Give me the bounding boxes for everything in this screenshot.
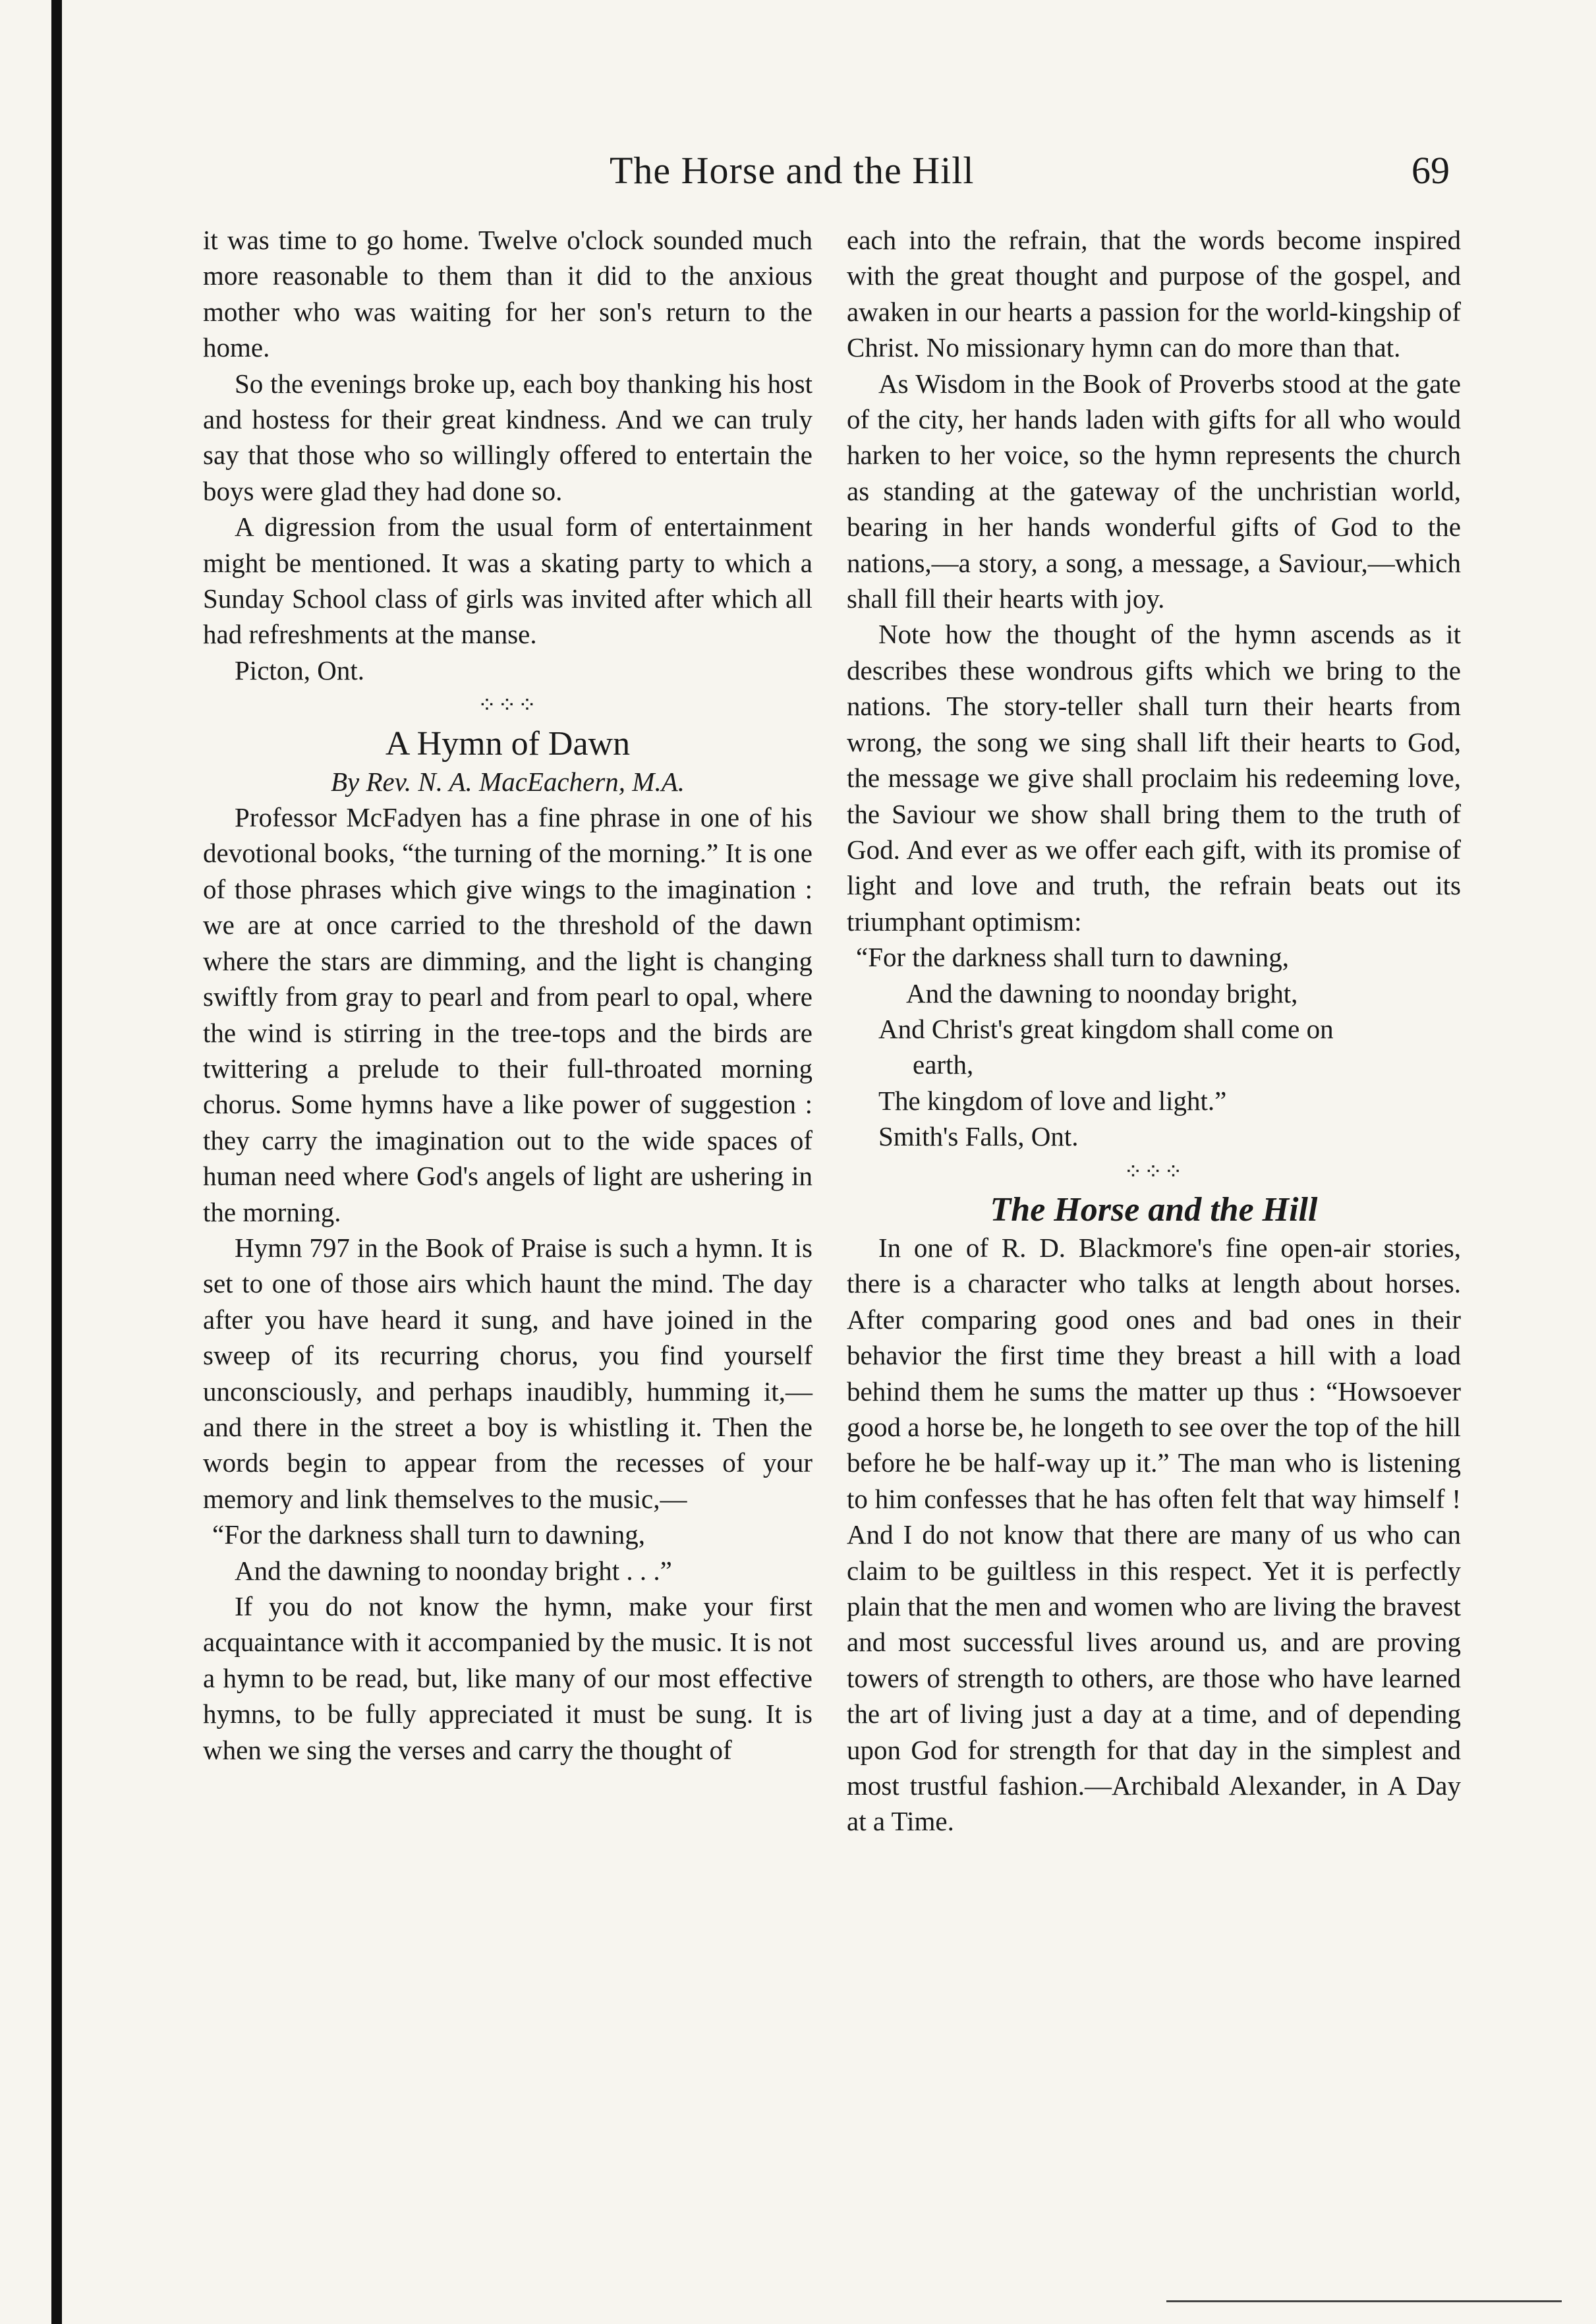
article-title-horse-and-hill: The Horse and the Hill [990, 1190, 1318, 1229]
article-paragraph: each into the refrain, that the words become inspired with the great thought and purpose of the gospel, and awaken in our hearts a passion for the world-kingship of Christ. No missionary hymn can do more than that. [847, 225, 1461, 363]
right-column [847, 222, 1461, 1840]
signoff-location: Picton, Ont. [235, 654, 365, 685]
footer-rule [1166, 2300, 1562, 2302]
article-paragraph: In one of R. D. Blackmore's fine open-air stories, there is a character who talks at length about horses. After comparing good ones and bad ones in their behavior the first time they breast a hill with a load behind them he sums the matter up thus : “Howsoever good a horse be, he longeth to see over the top of the hill before he be half-way up it.” The man who is listening to him confesses that he has often felt that way himself ! And I do not know that there are many of us who can claim to be guiltless in this respect. Yet it is perfectly plain that the men and women who are living the bravest and most successful lives around us, and are proving towers of strength to others, are those who have learned the art of living just a day at a time, and of depending upon God for strength for that day in the simplest and most trustful fashion.—Archibald Alexander, in A Day at a Time. [847, 1232, 1461, 1837]
section-ornament: ⁘⁘⁘ [477, 693, 538, 718]
signoff-location: Smith's Falls, Ont. [878, 1121, 1079, 1152]
hymn-quote-line: The kingdom of love and light.” [878, 1085, 1227, 1116]
left-column [203, 222, 812, 1768]
page-number: 69 [1411, 149, 1450, 192]
hymn-quote-line: And Christ's great kingdom shall come on [878, 1013, 1334, 1044]
book-binding-edge [51, 0, 62, 2324]
section-ornament: ⁘⁘⁘ [1124, 1159, 1184, 1184]
article-byline: By Rev. N. A. MacEachern, M.A. [331, 766, 685, 797]
hymn-quote-line: “For the darkness shall turn to dawning, [212, 1519, 646, 1550]
continuation-paragraph: it was time to go home. Twelve o'clock sounded much more reasonable to them than it did to the anxious mother who was waiting for her son's return to the home. [203, 225, 812, 363]
running-title: The Horse and the Hill [610, 149, 975, 192]
hymn-quote-line: And the dawning to noonday bright, [906, 977, 1298, 1008]
article-title-hymn-of-dawn: A Hymn of Dawn [385, 724, 631, 763]
hymn-quote-line: “For the darkness shall turn to dawning, [856, 942, 1290, 973]
article-paragraph: Hymn 797 in the Book of Praise is such a hymn. It is set to one of those airs which haunt the mind. The day after you have heard it sung, and have joined in the sweep of its recurring chorus, you find yourself unconsciously, and perhaps inaudibly, humming it,—and there in the street a boy is whistling it. Then the words begin to appear from the recesses of your memory and link themselves to the music,— [203, 1232, 812, 1514]
hymn-quote-line: And the dawning to noonday bright . . .” [235, 1555, 672, 1586]
continuation-paragraph: So the evenings broke up, each boy thanking his host and hostess for their great kindness. And we can truly say that those who so willingly offered to entertain the boys were glad they had done so. [203, 368, 812, 506]
article-paragraph: As Wisdom in the Book of Proverbs stood at the gate of the city, her hands laden with gifts for all who would harken to her voice, so the hymn represents the church as standing at the gateway of the unchristian world, bearing in her hands wonderful gifts of God to the nations,—a story, a song, a message, a Saviour,—which shall fill their hearts with joy. [847, 368, 1461, 614]
page-header [0, 135, 1596, 208]
article-paragraph: If you do not know the hymn, make your first acquaintance with it accompanied by the music. It is not a hymn to be read, but, like many of our most effective hymns, to be fully appreciated it must be sung. It is when we sing the verses and carry the thought of [203, 1591, 812, 1765]
article-paragraph: Note how the thought of the hymn ascends as it describes these wondrous gifts which we bring to the nations. The story-teller shall turn their hearts from wrong, the song we sing shall lift their hearts to God, the message we give shall proclaim his redeeming love, the Saviour we show shall bring them to the truth of God. And ever as we offer each gift, with its promise of light and love and truth, the refrain beats out its triumphant optimism: [847, 619, 1461, 937]
continuation-paragraph: A digression from the usual form of entertainment might be mentioned. It was a skating party to which a Sunday School class of girls was invited after which all had refreshments at the manse. [203, 511, 812, 650]
hymn-quote-line: earth, [913, 1049, 974, 1080]
article-paragraph: Professor McFadyen has a fine phrase in one of his devotional books, “the turning of the morning.” It is one of those phrases which give wings to the imagination : we are at once carried to the threshold of the dawn where the stars are dimming, and the light is changing swiftly from gray to pearl and from pearl to opal, where the wind is stirring in the tree-tops and the birds are twittering a prelude to their full-throated morning chorus. Some hymns have a like power of suggestion : they carry the imagination out to the wide spaces of human need where God's angels of light are ushering in the morning. [203, 802, 812, 1227]
